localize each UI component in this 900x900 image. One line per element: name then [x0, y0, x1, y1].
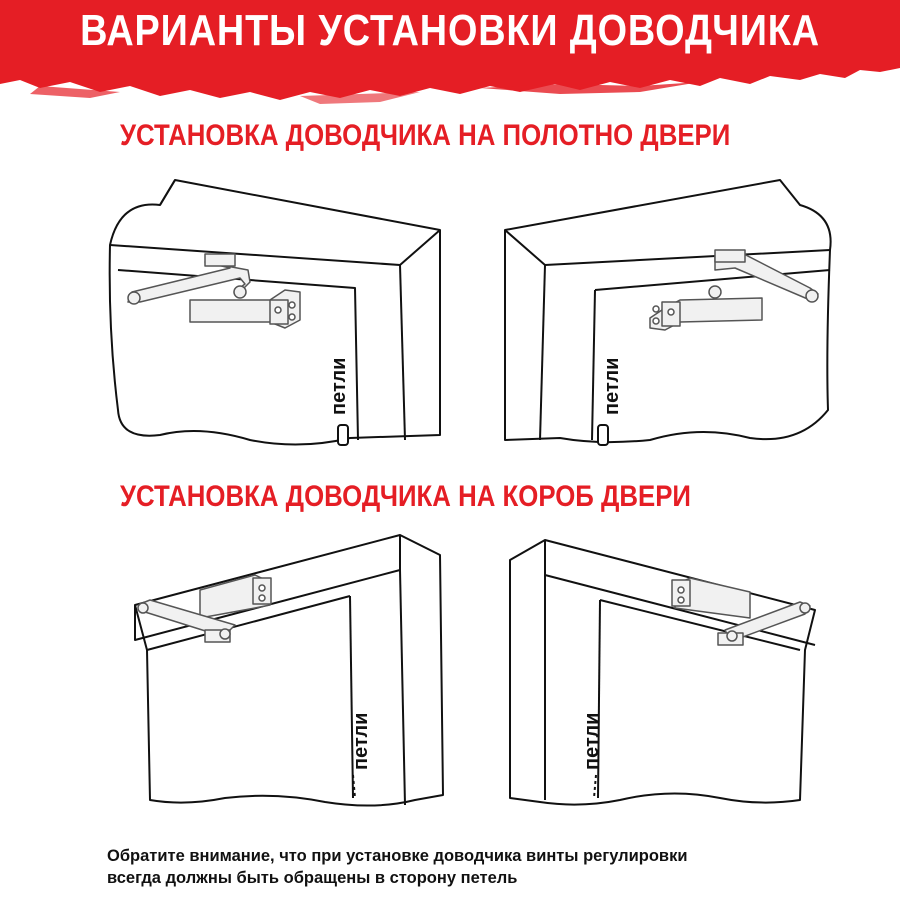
- page-title: ВАРИАНТЫ УСТАНОВКИ ДОВОДЧИКА: [80, 6, 820, 55]
- section-title-door-leaf: УСТАНОВКА ДОВОДЧИКА НА ПОЛОТНО ДВЕРИ: [120, 119, 731, 152]
- header-banner: [0, 0, 900, 110]
- installation-note: [107, 845, 867, 889]
- diagram-frame-right: [500, 530, 830, 820]
- diagram-frame-left: [125, 530, 455, 820]
- hinge-label: петли: [601, 357, 623, 415]
- diagram-leaf-left: [100, 170, 460, 460]
- door-closer-icon: [128, 254, 300, 328]
- hinge-label: петли: [350, 712, 372, 770]
- door-closer-icon: [138, 575, 271, 642]
- hinge-label: петли: [581, 712, 603, 770]
- note-line-1: Обратите внимание, что при установке доводчика винты регулировки: [107, 847, 688, 865]
- door-closer-icon: [650, 250, 818, 330]
- note-line-2: всегда должны быть обращены в сторону петель: [107, 869, 518, 887]
- hinge-label: петли: [328, 357, 350, 415]
- door-closer-icon: [672, 578, 810, 645]
- section-title-door-frame: УСТАНОВКА ДОВОДЧИКА НА КОРОБ ДВЕРИ: [120, 480, 691, 513]
- diagram-leaf-right: [500, 170, 840, 460]
